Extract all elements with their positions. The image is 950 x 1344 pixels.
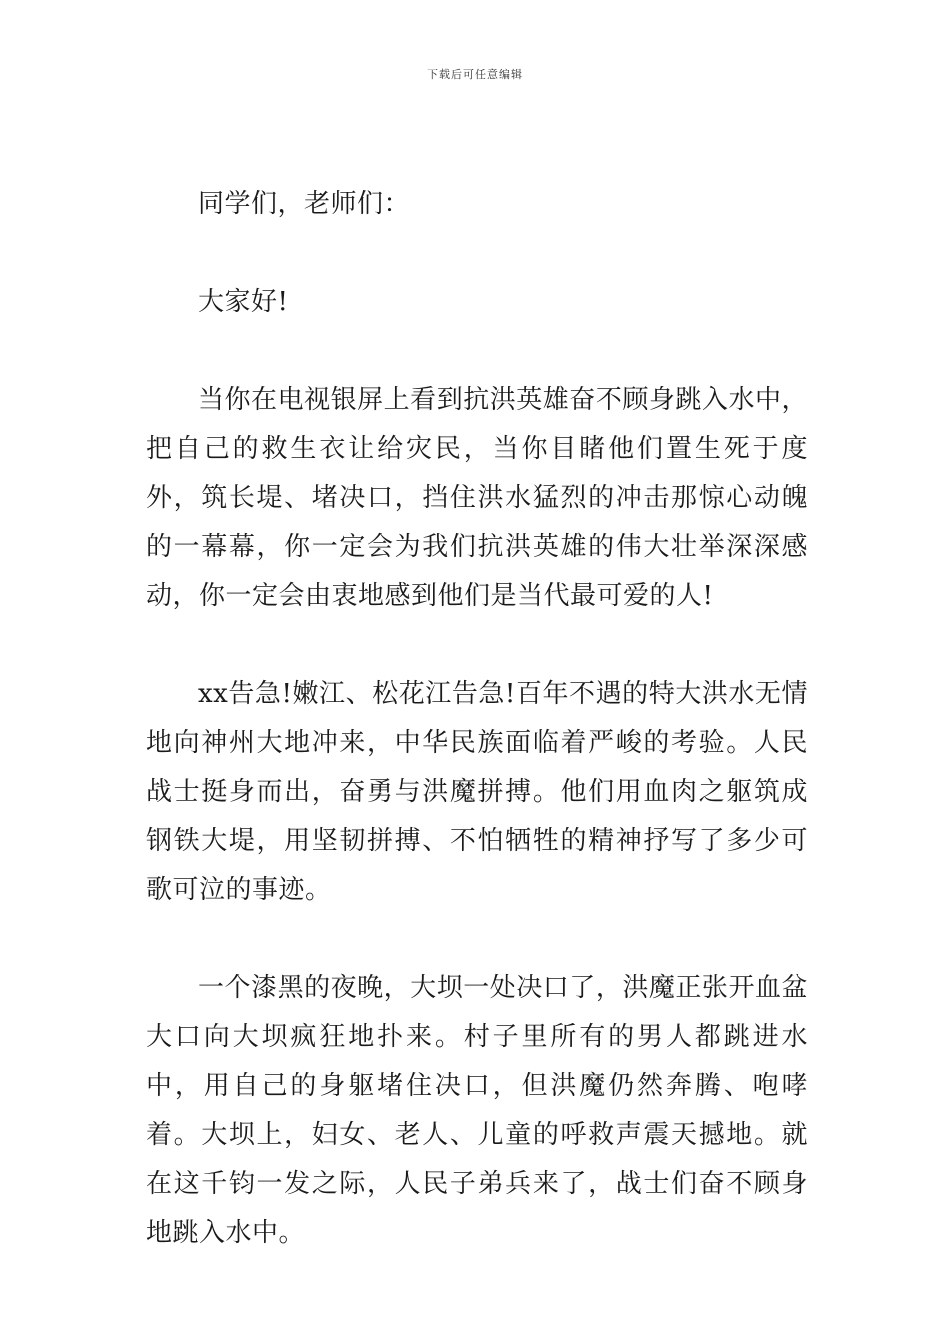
paragraph-3: 一个漆黑的夜晚，大坝一处决口了，洪魔正张开血盆大口向大坝疯狂地扑来。村子里所有的男人都跳进水中，用自己的身躯堵住决口，但洪魔仍然奔腾、咆哮着。大坝上，妇女、老人、儿童的呼救声震天撼地。就在这千钧一发之际，人民子弟兵来了，战士们奋不顾身地跳入水中。 xyxy=(146,973,808,1248)
document-body xyxy=(146,180,808,1258)
paragraph-2: xx告急!嫩江、松花江告急!百年不遇的特大洪水无情地向神州大地冲来，中华民族面临着严峻的考验。人民战士挺身而出，奋勇与洪魔拼搏。他们用血肉之躯筑成钢铁大堤，用坚韧拼搏、不怕牺牲的精神抒写了多少可歌可泣的事迹。 xyxy=(146,679,808,905)
salutation-line: 大家好! xyxy=(198,287,289,317)
greeting-line: 同学们，老师们： xyxy=(198,189,411,219)
paragraph-1: 当你在电视银屏上看到抗洪英雄奋不顾身跳入水中，把自己的救生衣让给灾民，当你目睹他们置生死于度外，筑长堤、堵决口，挡住洪水猛烈的冲击那惊心动魄的一幕幕，你一定会为我们抗洪英雄的伟大壮举深深感动，你一定会由衷地感到他们是当代最可爱的人! xyxy=(146,385,808,611)
header-note: 下载后可任意编辑 xyxy=(427,68,523,81)
